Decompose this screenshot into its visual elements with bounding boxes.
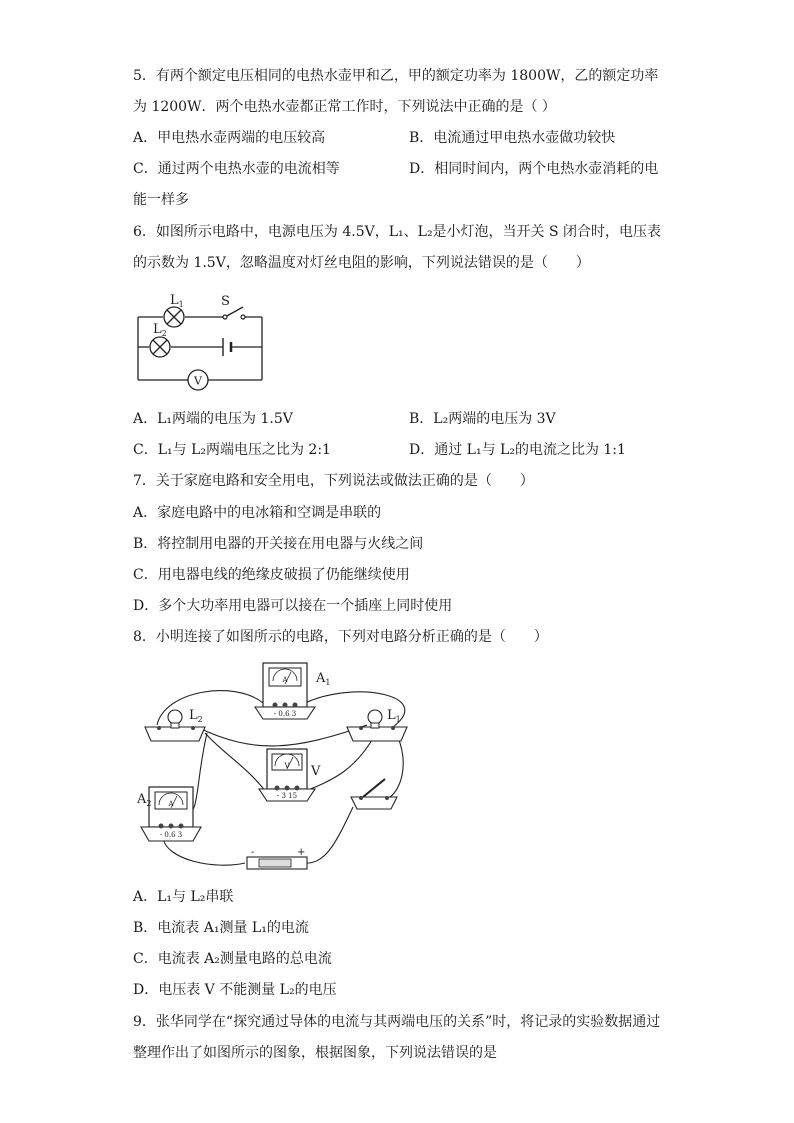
q5-stem-line1: 5．有两个额定电压相同的电热水壶甲和乙，甲的额定功率为 1800W，乙的额定功率 [133,68,659,84]
ammeter-a2-icon [141,787,201,841]
q8-circuit-picture [135,655,425,885]
voltmeter-label: V [194,374,202,388]
q5-option-c: C．通过两个电热水壶的电流相等 [133,161,340,177]
label-s: S [221,294,230,309]
voltmeter-face: V [284,762,290,770]
battery-icon [247,847,307,869]
q8-option-d: D．电压表 V 不能测量 L₂的电压 [133,982,337,998]
q5-stem-line2: 为 1200W．两个电热水壶都正常工作时，下列说法中正确的是（ ） [133,99,556,115]
lamp-l2-icon [150,337,170,357]
q6-option-d: D．通过 L₁与 L₂的电流之比为 1:1 [409,442,626,458]
q8-stem: 8．小明连接了如图所示的电路，下列对电路分析正确的是（ ） [133,629,548,645]
voltmeter-terminals: - 3 15 [276,792,298,800]
ammeter-a1-icon [255,663,315,719]
q8-option-c: C．电流表 A₂测量电路的总电流 [133,951,332,967]
ammeter-a1-terminals: - 0.6 3 [273,710,297,718]
label-a2: $A_2$ [137,792,152,808]
voltmeter-icon [259,749,315,801]
label-l2: $L_2$ [189,708,203,724]
label-l1: $L_1$ [387,708,401,724]
q7-option-d: D．多个大功率用电器可以接在一个插座上同时使用 [133,598,453,614]
q6-stem-line2: 的示数为 1.5V，忽略温度对灯丝电阻的影响，下列说法错误的是（ ） [133,255,590,271]
ammeter-a1-face: A [282,676,288,684]
ammeter-a2-terminals: - 0.6 3 [159,831,183,839]
battery-plus: + [297,847,306,858]
q7-option-b: B．将控制用电器的开关接在用电器与火线之间 [133,536,424,552]
q9-stem-line1: 9．张华同学在“探究通过导体的电流与其两端电压的关系”时，将记录的实验数据通过 [133,1014,661,1030]
ammeter-a2-face: A [168,800,174,808]
battery-minus: - [251,847,255,858]
q6-option-c: C．L₁与 L₂两端电压之比为 2:1 [133,442,331,458]
q6-circuit-diagram [125,285,275,395]
q5-option-b: B．电流通过甲电热水壶做功较快 [409,130,616,146]
q6-option-b: B．L₂两端的电压为 3V [409,411,556,427]
battery-icon [223,338,231,356]
q7-option-c: C．用电器电线的绝缘皮破损了仍能继续使用 [133,567,410,583]
label-l1: $L_1$ [170,293,184,309]
switch-s-icon [223,315,245,319]
q8-option-b: B．电流表 A₁测量 L₁的电流 [133,920,309,936]
q7-stem: 7．关于家庭电路和安全用电，下列说法或做法正确的是（ ） [133,473,534,489]
lamp-l1-icon [164,307,184,327]
q5-option-d-continued: 能一样多 [133,192,189,208]
q7-option-a: A．家庭电路中的电冰箱和空调是串联的 [133,505,382,521]
label-v: V [311,764,321,779]
switch-icon [351,779,397,809]
q6-stem-line1: 6．如图所示电路中，电源电压为 4.5V，L₁、L₂是小灯泡，当开关 S 闭合时，电压表 [133,224,662,240]
q5-option-a: A．甲电热水壶两端的电压较高 [133,130,326,146]
q8-option-a: A．L₁与 L₂串联 [133,889,234,905]
q6-option-a: A．L₁两端的电压为 1.5V [133,411,293,427]
voltmeter-icon [188,370,208,390]
label-a1: $A_1$ [316,671,331,687]
q5-option-d: D．相同时间内，两个电热水壶消耗的电 [409,161,659,177]
q9-stem-line2: 整理作出了如图所示的图象，根据图象，下列说法错误的是 [133,1045,497,1061]
label-l2: $L_2$ [153,322,167,338]
